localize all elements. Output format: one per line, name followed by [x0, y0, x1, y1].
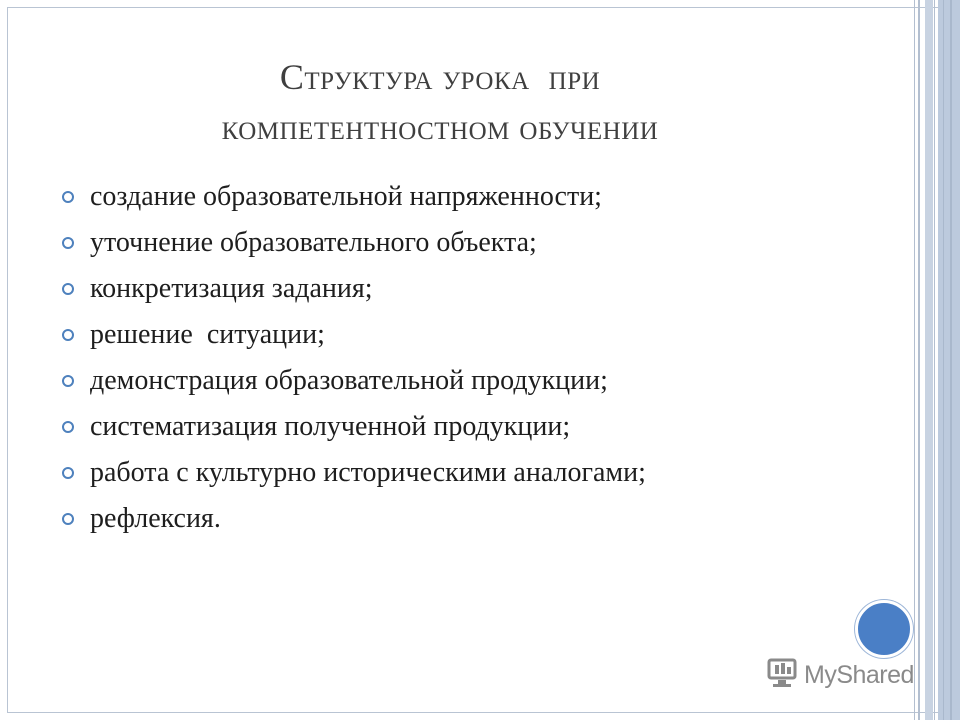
right-border-stripe — [938, 0, 960, 720]
bullet-text: конкретизация задания; — [90, 273, 373, 304]
bullet-item — [58, 312, 646, 358]
ring-bullet-icon — [62, 191, 74, 203]
ring-bullet-icon — [62, 421, 74, 433]
bullet-item — [58, 266, 646, 312]
slide-title-line: компетентностном обучении — [221, 107, 659, 147]
bullet-text: уточнение образовательного объекта; — [90, 227, 537, 258]
bullet-text: создание образовательной напряженности; — [90, 181, 602, 212]
bullet-text: решение ситуации; — [90, 319, 325, 350]
right-border-stripe — [918, 0, 920, 720]
bullet-item — [58, 404, 646, 450]
bullet-item — [58, 220, 646, 266]
bullet-item — [58, 496, 646, 542]
ring-bullet-icon — [62, 513, 74, 525]
right-border-stripe — [925, 0, 933, 720]
right-border-stripe — [943, 0, 944, 720]
bullet-item — [58, 174, 646, 220]
myshared-watermark[interactable] — [766, 656, 914, 694]
bullet-text: рефлексия. — [90, 503, 221, 534]
bullet-text: систематизация полученной продукции; — [90, 411, 571, 442]
bullet-item — [58, 358, 646, 404]
slide-title — [120, 52, 760, 152]
ring-bullet-icon — [62, 467, 74, 479]
ring-bullet-icon — [62, 237, 74, 249]
bullet-list — [58, 174, 646, 542]
ring-bullet-icon — [62, 283, 74, 295]
myshared-logo-text: MyShared — [804, 660, 914, 689]
right-border-stripe — [934, 0, 935, 720]
bullet-item — [58, 450, 646, 496]
ring-bullet-icon — [62, 329, 74, 341]
bullet-text: демонстрация образовательной продукции; — [90, 365, 608, 396]
ring-bullet-icon — [62, 375, 74, 387]
decorative-circle — [855, 600, 913, 658]
bullet-text: работа с культурно историческими аналогами; — [90, 457, 646, 488]
right-border-stripe — [950, 0, 952, 720]
slide-title-line: Структура урока при — [279, 57, 601, 97]
right-border-stripe — [914, 0, 915, 720]
myshared-logo-icon — [766, 656, 800, 695]
